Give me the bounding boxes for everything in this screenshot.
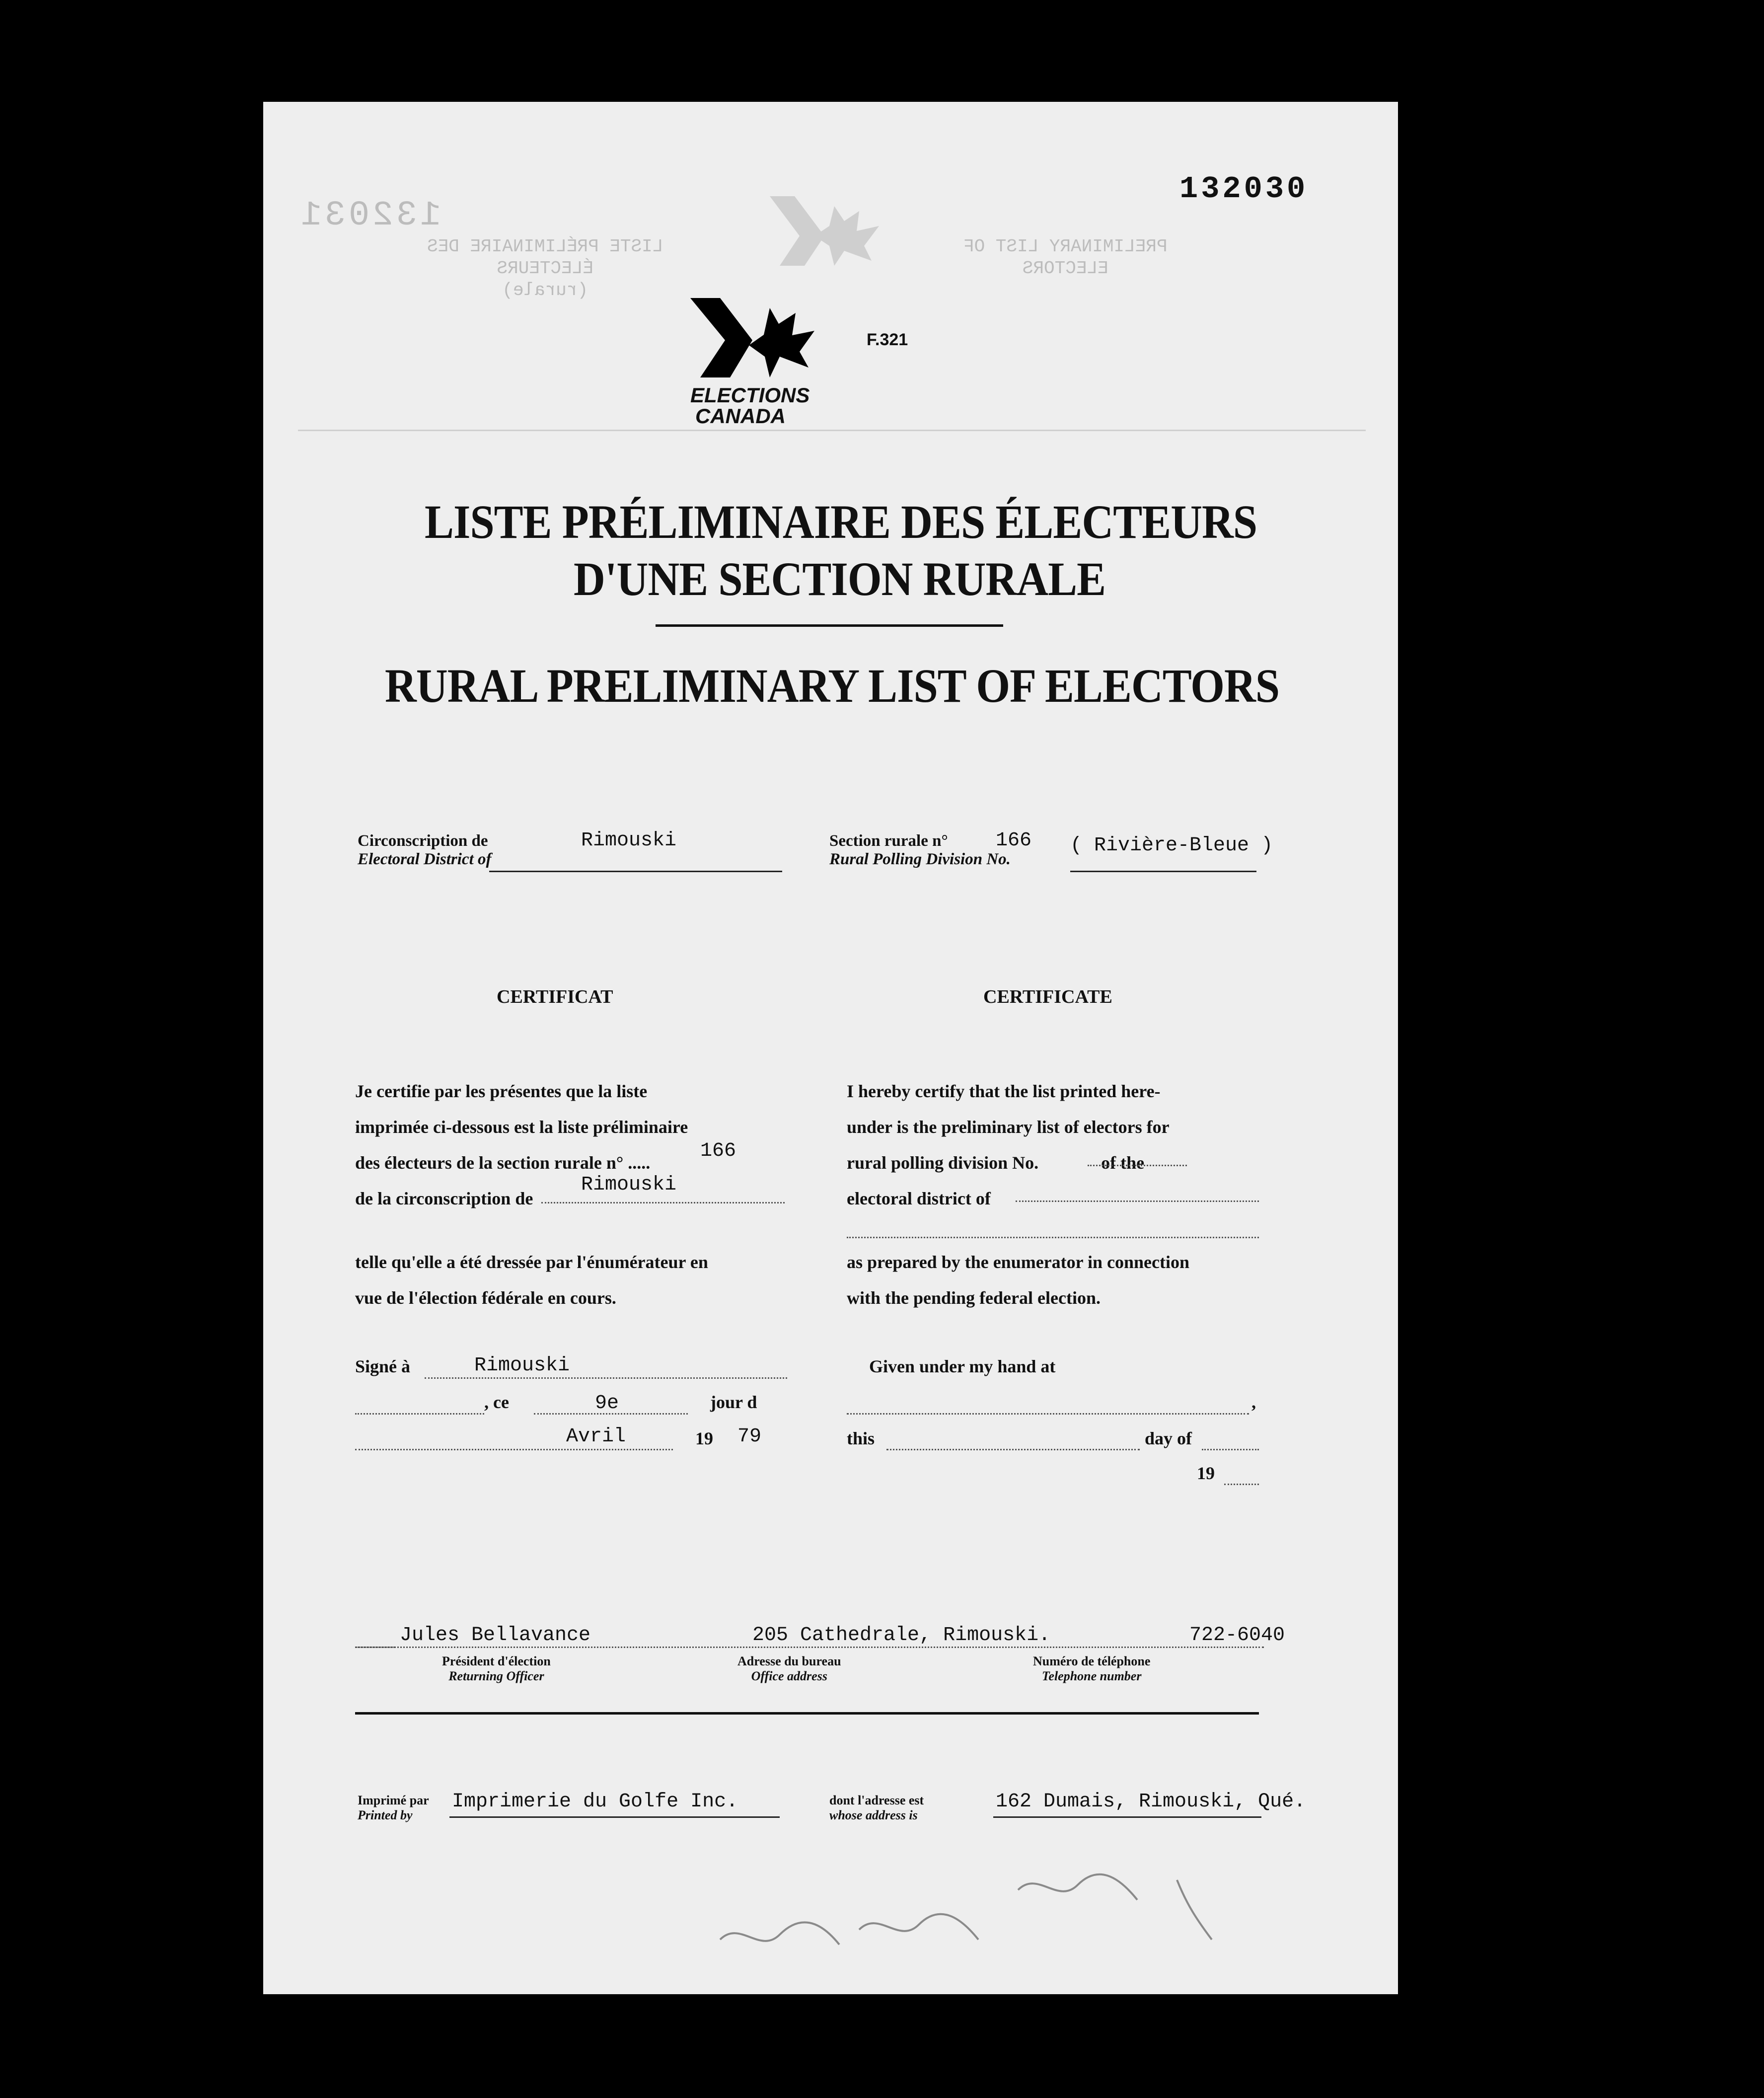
certificat-text-1: Je certifie par les présentes que la liste imprimée ci-dessous est la liste préliminaire des électeurs de la section rurale n° ..... de la circonscription de: [355, 1081, 688, 1208]
ce-label: , ce: [484, 1392, 509, 1412]
printer-label: Imprimé par Printed by: [358, 1793, 429, 1822]
officer-phone-label: Numéro de téléphone Telephone number: [1033, 1654, 1151, 1683]
ghost-logo: [760, 191, 889, 271]
en-district-dots-2: [847, 1237, 1259, 1238]
title-en: RURAL PRELIMINARY LIST OF ELECTORS: [385, 659, 1280, 712]
division-label: Section rurale n° Rural Polling Division No.: [829, 832, 1011, 868]
en-district-dots: [1016, 1200, 1259, 1202]
signe-label: Signé à: [355, 1356, 411, 1376]
this-label: this: [847, 1428, 875, 1448]
jour-label: jour d: [710, 1392, 757, 1412]
certificat-district-dots: [541, 1202, 785, 1203]
month-value: Avril: [566, 1425, 626, 1448]
officer-address: 205 Cathedrale, Rimouski.: [752, 1624, 1051, 1647]
title-fr-line1: LISTE PRÉLIMINAIRE DES ÉLECTEURS: [425, 495, 1257, 548]
certificate-text-2: as prepared by the enumerator in connection with the pending federal election.: [847, 1252, 1189, 1308]
given-dots: [847, 1413, 1249, 1415]
certificate-text-1: I hereby certify that the list printed here- under is the preliminary list of electors for rural polling division No. of the electoral district of: [847, 1081, 1170, 1208]
form-number: F.321: [867, 330, 908, 349]
division-name: ( Rivière-Bleue ): [1070, 834, 1273, 857]
printer-address-line: [993, 1816, 1261, 1818]
dayof-label: day of: [1145, 1428, 1192, 1448]
ghost-header-en: PRELIMINARY LIST OF ELECTORS: [963, 236, 1168, 279]
title-fr-line2: D'UNE SECTION RURALE: [574, 552, 1106, 605]
year-label-en: 19: [1197, 1463, 1215, 1483]
officer-dots: [355, 1647, 1264, 1648]
logo-wordmark: ELECTIONS CANADA: [690, 383, 810, 428]
printer-name: Imprimerie du Golfe Inc.: [452, 1791, 738, 1813]
year-value: 79: [737, 1425, 762, 1448]
district-label: Circonscription de Electoral District of: [358, 832, 492, 868]
title-divider: [656, 624, 1003, 627]
district-line: [489, 871, 782, 872]
certificate-heading: CERTIFICATE: [983, 986, 1112, 1007]
year-dots-en: [1224, 1484, 1259, 1485]
elections-canada-logo: [690, 293, 819, 387]
ghost-header-fr: LISTE PRÉLIMINAIRE DES ÉLECTEURS (rurale): [427, 236, 663, 300]
certificat-division-no: 166: [700, 1140, 736, 1162]
printer-address-label: dont l'adresse est whose address is: [829, 1793, 924, 1822]
officer-rule: [355, 1712, 1259, 1715]
this-dots: [886, 1449, 1140, 1450]
day-value: 9e: [595, 1392, 619, 1415]
officer-phone: 722-6040: [1189, 1624, 1285, 1647]
day-dots: [534, 1413, 688, 1415]
officer-address-label: Adresse du bureau Office address: [737, 1654, 841, 1683]
district-value: Rimouski: [581, 829, 677, 852]
year-prefix: 19: [695, 1428, 713, 1448]
ghost-rule: [298, 430, 1366, 431]
given-label: Given under my hand at: [869, 1356, 1056, 1376]
en-division-dots: [1088, 1165, 1187, 1166]
serial-number: 132030: [1179, 171, 1309, 207]
printer-address: 162 Dumais, Rimouski, Qué.: [996, 1791, 1306, 1813]
signe-dots: [425, 1377, 787, 1379]
form-page: 132031 LISTE PRÉLIMINAIRE DES ÉLECTEURS (rurale) PRELIMINARY LIST OF ELECTORS 132030 F.321 ELECTIONS CANADA LISTE PRÉLIMINAIRE DES ÉLECTEURS D'UNE SECTION RURALE RURAL PRELIMINARY LIST OF ELECTORS Circonscription de Electoral District of Rimouski Section rurale n° Rural Polling Division No. 166 ( Rivière-Bleue ) CERTIFICAT Je certifie par les présentes que la liste imprimée ci-dessous est la liste préliminaire des électeurs de la section rurale n° ..... de la circonscription de 166 Rimouski telle qu'elle a été dressée par l'énumérateur en vue de l'élection fédérale en cours. Signé à Rimouski , ce 9e jour d Avril 19 79 CERTIFICATE I hereby certify that the list printed here- under is the preliminary list of electors for rural polling division No. of the electoral district of as prepared by the enumerator in connection with the pending federal election. Given under my hand at , this day of 19 Jules Bellavance 205 Cathedrale, Rimouski. 722-6040 Président d'élection Returning Officer Adresse du bureau Office address Numéro de téléphone Telephone number Imprimé par Printed by Imprimerie du Golfe Inc. dont l'adresse est whose address is 162 Dumais, Rimouski, Qué.: [263, 102, 1398, 1994]
certificat-district: Rimouski: [581, 1174, 677, 1196]
officer-name-label: Président d'élection Returning Officer: [442, 1654, 551, 1683]
ghost-serial: 132031: [298, 196, 441, 235]
handwriting-marks: [710, 1860, 1256, 1969]
officer-name: Jules Bellavance: [400, 1624, 591, 1647]
month-dots: [355, 1449, 673, 1450]
division-line: [1070, 871, 1256, 872]
certificat-heading: CERTIFICAT: [497, 986, 613, 1007]
dayof-dots: [1202, 1449, 1259, 1450]
printer-line: [449, 1816, 780, 1818]
certificat-text-2: telle qu'elle a été dressée par l'énumérateur en vue de l'élection fédérale en cours.: [355, 1252, 708, 1308]
signe-value: Rimouski: [474, 1354, 570, 1377]
ce-dots: [355, 1413, 484, 1415]
division-value: 166: [996, 829, 1032, 852]
